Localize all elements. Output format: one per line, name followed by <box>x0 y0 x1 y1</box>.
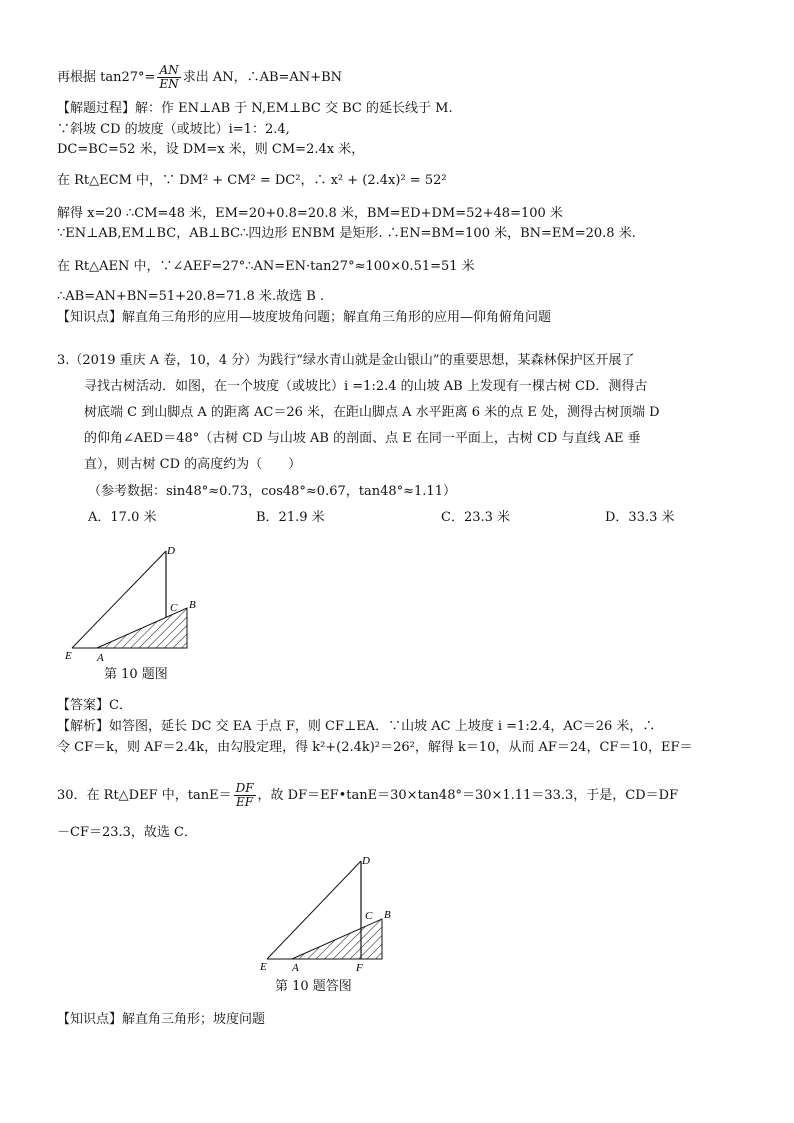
label-d: D <box>167 545 175 557</box>
analysis-line-3: 30．在 Rt△DEF 中，tanE＝ $\frac{DF}{EF}$ ，故 DF＝EF•tanE＝30×tan48°＝30×1.11＝33.3，于是，CD＝DF <box>57 781 679 809</box>
option-c: C．23.3 米 <box>441 510 511 525</box>
label-a: A <box>292 962 299 974</box>
option-d: D．33.3 米 <box>605 510 675 525</box>
label-c: C <box>365 910 373 922</box>
question-3-line-2: 寻找古树活动．如图，在一个坡度（或坡比）i =1:2.4 的山坡 AB 上发现有一棵古树 CD．测得古 <box>84 379 648 394</box>
solve-statement: 解得 x=20 ∴CM=48 米，EM=20+0.8=20.8 米，BM=ED+DM=52+48=100 米 <box>57 206 563 221</box>
answer-line: 【答案】C． <box>57 698 132 713</box>
option-a: A．17.0 米 <box>88 510 157 525</box>
figure-10 <box>60 540 200 665</box>
slope-statement: ∵斜坡 CD 的坡度（或坡比）i=1：2.4, <box>57 122 290 137</box>
label-f: F <box>356 962 363 974</box>
figure-10-answer-caption: 第 10 题答图 <box>275 979 352 994</box>
solution-process-heading: 【解题过程】解：作 EN⊥AB 于 N,EM⊥BC 交 BC 的延长线于 M. <box>57 101 453 116</box>
figure-10-answer <box>255 850 400 975</box>
question-3-line-3: 树底端 C 到山脚点 A 的距离 AC＝26 米，在距山脚点 A 水平距离 6 米的点 E 处，测得古树顶端 D <box>84 405 660 420</box>
knowledge-point-1: 【知识点】解直角三角形的应用—坡度坡角问题；解直角三角形的应用—仰角俯角问题 <box>57 310 552 325</box>
question-3-line-4: 的仰角∠AED＝48°（古树 CD 与山坡 AB 的剖面、点 E 在同一平面上，古树 CD 与直线 AE 垂 <box>84 431 641 446</box>
fraction-an-en: $\frac{AN}{EN}$ <box>159 63 179 91</box>
pythagoras-equation: 在 Rt△ECM 中，∵ DM² + CM² = DC²，∴ x² + (2.4x)² = 52² <box>57 173 447 188</box>
slope-hatched-region <box>292 919 382 959</box>
analysis-line-1: 【解析】如答图，延长 DC 交 EA 于点 F，则 CF⊥EA．∵山坡 AC 上坡度 i =1:2.4，AC＝26 米，∴ <box>57 719 656 734</box>
label-e: E <box>260 961 267 973</box>
conclusion-statement: ∴AB=AN+BN=51+20.8=71.8 米.故选 B . <box>57 289 325 304</box>
label-b: B <box>189 599 196 611</box>
option-b: B．21.9 米 <box>256 510 325 525</box>
analysis-line-2: 令 CF＝k，则 AF＝2.4k，由勾股定理，得 k²+(2.4k)²＝26²，解得 k＝10，从而 AF＝24，CF＝10，EF＝ <box>57 740 693 755</box>
label-c: C <box>170 602 178 614</box>
slope-hatched-region <box>97 608 187 648</box>
line-tan27: 再根据 tan27°= $\frac{AN}{EN}$ 求出 AN，∴AB=AN+BN <box>57 63 343 91</box>
reference-data: （参考数据：sin48°≈0.73，cos48°≈0.67，tan48°≈1.11） <box>88 484 456 499</box>
question-3-line-1: 3.（2019 重庆 A 卷，10，4 分）为践行“绿水青山就是金山银山”的重要思想，某森林保护区开展了 <box>57 353 635 368</box>
rectangle-statement: ∵EN⊥AB,EM⊥BC，AB⊥BC∴四边形 ENBM 是矩形. ∴EN=BM=100 米，BN=EM=20.8 米. <box>57 226 636 241</box>
label-a: A <box>97 652 104 664</box>
options-row <box>0 509 794 527</box>
label-e: E <box>65 650 72 662</box>
fraction-df-ef: $\frac{DF}{EF}$ <box>235 781 254 809</box>
label-d: D <box>362 855 370 867</box>
analysis-line-4: －CF＝23.3，故选 C． <box>57 825 197 840</box>
knowledge-point-2: 【知识点】解直角三角形；坡度问题 <box>57 1012 266 1027</box>
setup-statement: DC=BC=52 米，设 DM=x 米，则 CM=2.4x 米， <box>57 142 365 157</box>
figure-10-caption: 第 10 题图 <box>104 667 168 682</box>
tan-calc-statement: 在 Rt△AEN 中，∵∠AEF=27°∴AN=EN·tan27°≈100×0.51=51 米 <box>57 259 475 274</box>
label-b: B <box>384 909 391 921</box>
question-3-line-5: 直），则古树 CD 的高度约为（ ） <box>84 457 302 472</box>
